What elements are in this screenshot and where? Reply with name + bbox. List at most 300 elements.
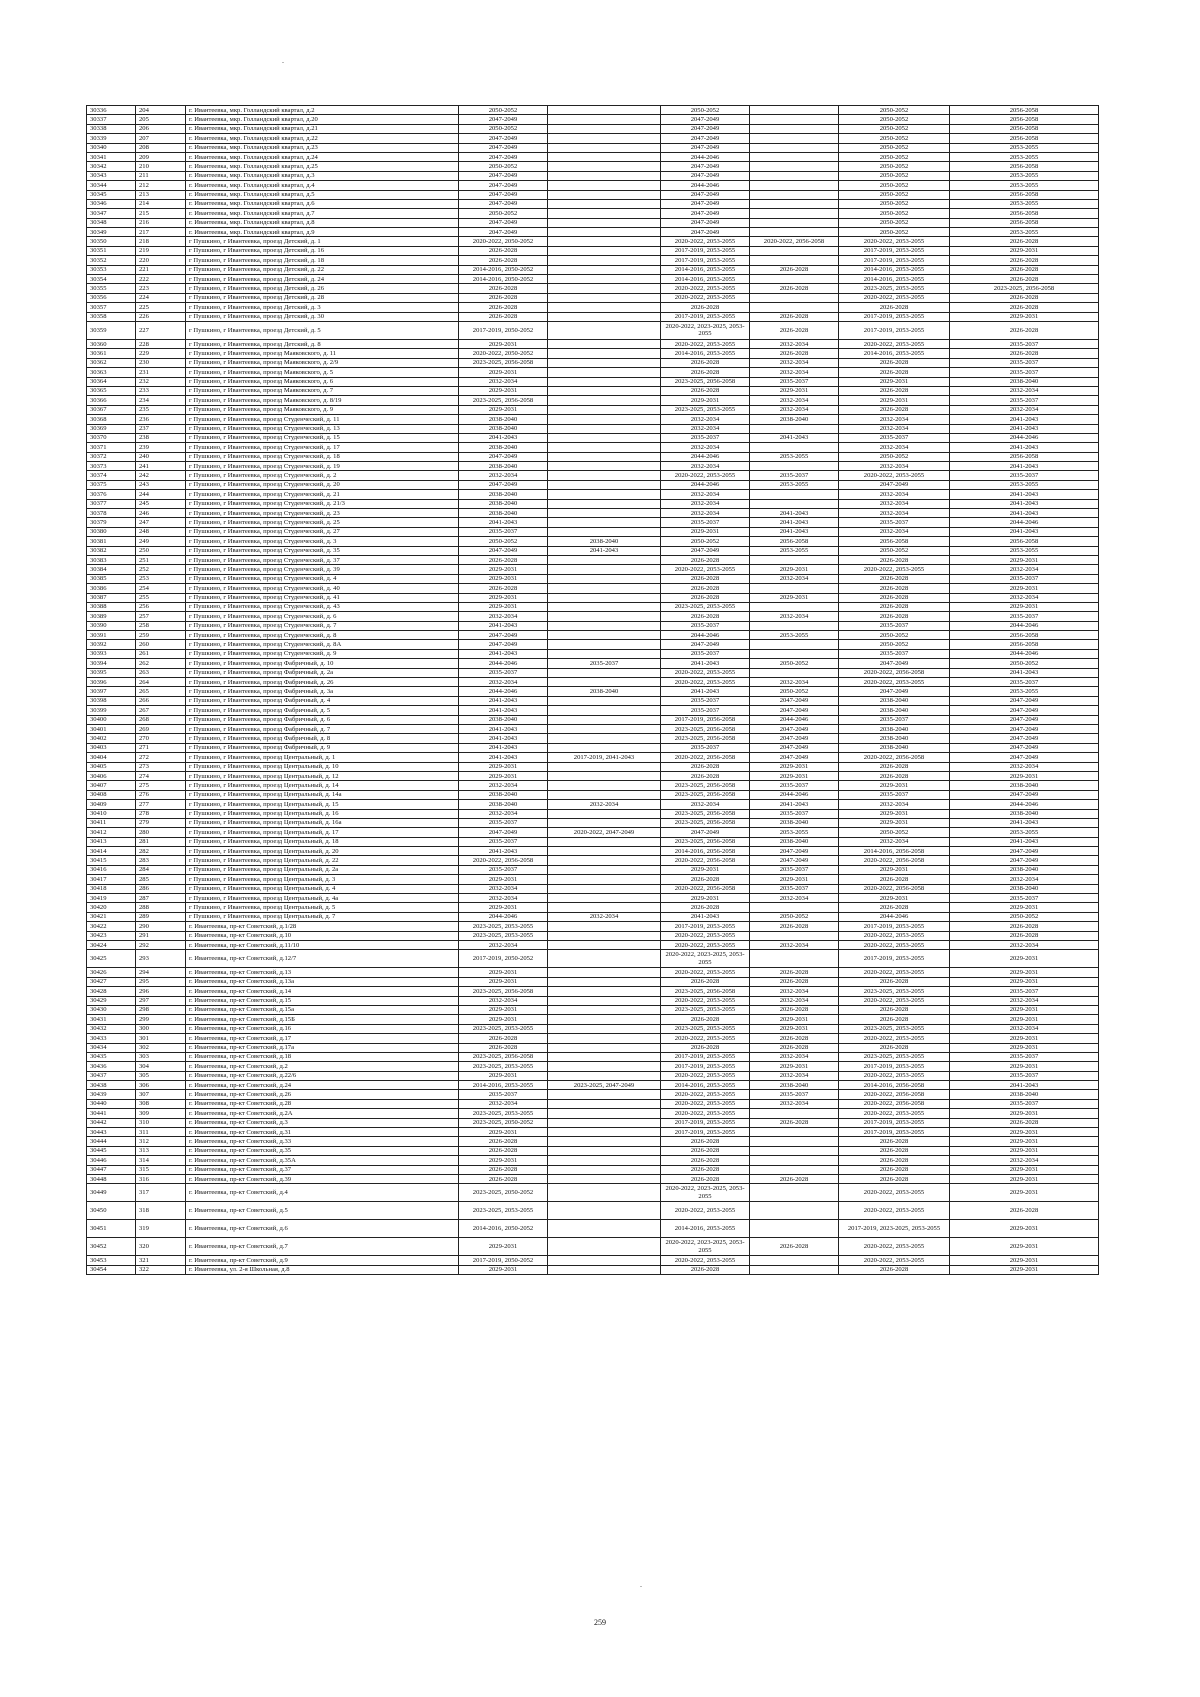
period-cell-2 [548,218,661,227]
period-cell-1: 2041-2043 [459,743,548,752]
table-row [87,462,1099,471]
period-cell-1: 2029-2031 [459,565,548,574]
period-cell-2 [548,518,661,527]
row-number-cell: 281 [136,837,186,846]
record-id-cell: 30416 [87,865,136,874]
period-cell-6: 2044-2046 [950,649,1099,658]
table-row [87,565,1099,574]
row-number-cell: 204 [136,106,186,115]
period-cell-2 [548,134,661,143]
period-cell-3: 2023-2025, 2056-2058 [661,377,750,386]
period-cell-4: 2035-2037 [750,471,839,480]
period-cell-2 [548,875,661,884]
period-cell-1: 2032-2034 [459,612,548,621]
period-cell-6: 2050-2052 [950,659,1099,668]
table-row [87,1071,1099,1080]
period-cell-4 [750,199,839,208]
period-cell-1: 2047-2049 [459,452,548,461]
table-row [87,593,1099,602]
period-cell-2 [548,181,661,190]
period-cell-2 [548,106,661,115]
address-cell: г Пушкино, г Ивантеевка, проезд Студенческий, д. 8 [186,631,459,640]
period-cell-2 [548,771,661,780]
address-cell: г. Ивантеевка, пр-кт Советский, д.13 [186,968,459,977]
period-cell-1: 2029-2031 [459,602,548,611]
period-cell-1: 2023-2025, 2053-2055 [459,1109,548,1118]
period-cell-6: 2053-2055 [950,152,1099,161]
period-cell-5: 2020-2022, 2053-2055 [839,1071,950,1080]
table-row [87,931,1099,940]
record-id-cell: 30386 [87,584,136,593]
period-cell-2 [548,1109,661,1118]
record-id-cell: 30350 [87,237,136,246]
period-cell-2 [548,649,661,658]
period-cell-5: 2017-2019, 2053-2055 [839,950,950,968]
table-row [87,1165,1099,1174]
table-row [87,1024,1099,1033]
address-cell: г. Ивантеевка, пр-кт Советский, д.35 [186,1146,459,1155]
table-row [87,237,1099,246]
period-cell-5: 2029-2031 [839,781,950,790]
period-cell-3: 2023-2025, 2053-2055 [661,602,750,611]
record-id-cell: 30336 [87,106,136,115]
period-cell-3: 2020-2022, 2053-2055 [661,668,750,677]
row-number-cell: 297 [136,996,186,1005]
period-cell-3: 2050-2052 [661,537,750,546]
period-cell-2 [548,818,661,827]
table-row [87,284,1099,293]
record-id-cell: 30389 [87,612,136,621]
period-cell-2 [548,405,661,414]
period-cell-2 [548,1090,661,1099]
period-cell-2 [548,209,661,218]
period-cell-1: 2032-2034 [459,377,548,386]
period-cell-5: 2026-2028 [839,903,950,912]
period-cell-5: 2020-2022, 2056-2058 [839,753,950,762]
table-row [87,443,1099,452]
period-cell-1: 2026-2028 [459,246,548,255]
row-number-cell: 256 [136,602,186,611]
record-id-cell: 30351 [87,246,136,255]
period-cell-6: 2041-2043 [950,509,1099,518]
period-cell-5: 2029-2031 [839,865,950,874]
record-id-cell: 30398 [87,696,136,705]
address-cell: г Пушкино, г Ивантеевка, проезд Центральный, д. 14а [186,790,459,799]
period-cell-3: 2047-2049 [661,199,750,208]
period-cell-4: 2035-2037 [750,781,839,790]
period-cell-3: 2044-2046 [661,452,750,461]
period-cell-2 [548,368,661,377]
period-cell-2 [548,424,661,433]
address-cell: г. Ивантеевка, пр-кт Советский, д.11/10 [186,940,459,949]
period-cell-1: 2032-2034 [459,678,548,687]
address-cell: г Пушкино, г Ивантеевка, проезд Студенческий, д. 15 [186,433,459,442]
period-cell-4 [750,1146,839,1155]
period-cell-3: 2026-2028 [661,771,750,780]
address-cell: г. Ивантеевка, пр-кт Советский, д.3 [186,1118,459,1127]
record-id-cell: 30379 [87,518,136,527]
table-row [87,1109,1099,1118]
row-number-cell: 206 [136,124,186,133]
address-cell: г. Ивантеевка, пр-кт Советский, д.2 [186,1062,459,1071]
period-cell-1: 2041-2043 [459,706,548,715]
record-id-cell: 30434 [87,1043,136,1052]
table-row [87,1220,1099,1238]
period-cell-6: 2056-2058 [950,134,1099,143]
address-cell: г Пушкино, г Ивантеевка, проезд Центральный, д. 18 [186,837,459,846]
period-cell-4: 2056-2058 [750,537,839,546]
period-cell-6: 2041-2043 [950,668,1099,677]
table-row [87,725,1099,734]
period-cell-5: 2050-2052 [839,190,950,199]
row-number-cell: 228 [136,339,186,348]
period-cell-2 [548,115,661,124]
address-cell: г Пушкино, г Ивантеевка, проезд Студенческий, д. 2 [186,471,459,480]
table-row [87,762,1099,771]
row-number-cell: 222 [136,275,186,284]
table-row [87,1256,1099,1265]
record-id-cell: 30447 [87,1165,136,1174]
period-cell-6: 2053-2055 [950,687,1099,696]
period-cell-4 [750,499,839,508]
period-cell-3: 2023-2025, 2053-2055 [661,405,750,414]
row-number-cell: 298 [136,1005,186,1014]
period-cell-1: 2029-2031 [459,405,548,414]
table-row [87,509,1099,518]
period-cell-6: 2047-2049 [950,734,1099,743]
period-cell-1: 2020-2022, 2050-2052 [459,349,548,358]
period-cell-6: 2041-2043 [950,527,1099,536]
period-cell-4: 2026-2028 [750,1118,839,1127]
row-number-cell: 260 [136,640,186,649]
period-cell-4: 2047-2049 [750,725,839,734]
table-row [87,894,1099,903]
address-cell: г Пушкино, г Ивантеевка, проезд Студенческий, д. 6 [186,612,459,621]
period-cell-2 [548,837,661,846]
record-id-cell: 30352 [87,256,136,265]
table-row [87,518,1099,527]
period-cell-3: 2017-2019, 2053-2055 [661,1052,750,1061]
record-id-cell: 30384 [87,565,136,574]
period-cell-2 [548,621,661,630]
table-row [87,265,1099,274]
table-row [87,1099,1099,1108]
period-cell-3: 2032-2034 [661,415,750,424]
period-cell-4: 2038-2040 [750,818,839,827]
record-id-cell: 30377 [87,499,136,508]
period-cell-3: 2026-2028 [661,1156,750,1165]
period-cell-1: 2038-2040 [459,800,548,809]
period-cell-1: 2026-2028 [459,256,548,265]
period-cell-2 [548,275,661,284]
table-row [87,312,1099,321]
table-row [87,987,1099,996]
table-row [87,480,1099,489]
period-cell-3: 2026-2028 [661,1043,750,1052]
row-number-cell: 280 [136,828,186,837]
period-cell-3: 2029-2031 [661,865,750,874]
period-cell-2: 2041-2043 [548,546,661,555]
period-cell-1: 2050-2052 [459,162,548,171]
period-cell-1: 2026-2028 [459,1137,548,1146]
address-cell: г. Ивантеевка, ул. 2-я Школьная, д.8 [186,1265,459,1274]
period-cell-3: 2026-2028 [661,1265,750,1274]
table-row [87,452,1099,461]
record-id-cell: 30372 [87,452,136,461]
period-cell-1: 2041-2043 [459,696,548,705]
period-cell-2 [548,903,661,912]
table-row [87,386,1099,395]
period-cell-6: 2044-2046 [950,518,1099,527]
address-cell: г Пушкино, г Ивантеевка, проезд Студенческий, д. 20 [186,480,459,489]
record-id-cell: 30370 [87,433,136,442]
period-cell-1: 2026-2028 [459,584,548,593]
period-cell-4: 2035-2037 [750,377,839,386]
period-cell-3: 2047-2049 [661,218,750,227]
period-cell-1: 2023-2025, 2053-2055 [459,922,548,931]
row-number-cell: 304 [136,1062,186,1071]
record-id-cell: 30452 [87,1238,136,1256]
period-cell-2 [548,1202,661,1220]
period-cell-6: 2035-2037 [950,358,1099,367]
period-cell-2 [548,602,661,611]
record-id-cell: 30409 [87,800,136,809]
record-id-cell: 30454 [87,1265,136,1274]
period-cell-6: 2056-2058 [950,631,1099,640]
period-cell-6: 2032-2034 [950,996,1099,1005]
period-cell-4: 2041-2043 [750,800,839,809]
period-cell-6: 2053-2055 [950,546,1099,555]
period-cell-1: 2047-2049 [459,115,548,124]
period-cell-6: 2047-2049 [950,753,1099,762]
period-cell-4: 2047-2049 [750,743,839,752]
period-cell-1: 2047-2049 [459,190,548,199]
period-cell-3: 2017-2019, 2053-2055 [661,246,750,255]
period-cell-5: 2026-2028 [839,602,950,611]
record-id-cell: 30353 [87,265,136,274]
period-cell-1: 2020-2022, 2050-2052 [459,237,548,246]
period-cell-4 [750,1256,839,1265]
period-cell-4 [750,181,839,190]
period-cell-2 [548,743,661,752]
period-cell-1: 2029-2031 [459,903,548,912]
table-row [87,584,1099,593]
period-cell-4: 2032-2034 [750,405,839,414]
table-row [87,753,1099,762]
table-body [87,106,1099,1275]
record-id-cell: 30371 [87,443,136,452]
address-cell: г Пушкино, г Ивантеевка, проезд Детский, д. 28 [186,293,459,302]
period-cell-2 [548,312,661,321]
table-row [87,106,1099,115]
period-cell-5: 2050-2052 [839,640,950,649]
row-number-cell: 259 [136,631,186,640]
period-cell-4: 2032-2034 [750,996,839,1005]
period-cell-4 [750,106,839,115]
period-cell-1: 2050-2052 [459,106,548,115]
period-cell-5: 2026-2028 [839,368,950,377]
period-cell-4: 2032-2034 [750,368,839,377]
address-cell: г Пушкино, г Ивантеевка, проезд Фабричный, д. 10 [186,659,459,668]
period-cell-3: 2032-2034 [661,499,750,508]
row-number-cell: 257 [136,612,186,621]
record-id-cell: 30415 [87,856,136,865]
period-cell-1: 2041-2043 [459,725,548,734]
period-cell-1: 2029-2031 [459,1128,548,1137]
period-cell-5: 2047-2049 [839,480,950,489]
period-cell-4 [750,1184,839,1202]
period-cell-4: 2029-2031 [750,593,839,602]
address-cell: г. Ивантеевка, пр-кт Советский, д.4 [186,1184,459,1202]
table-row [87,377,1099,386]
period-cell-6: 2047-2049 [950,706,1099,715]
table-row [87,847,1099,856]
period-cell-6: 2041-2043 [950,424,1099,433]
record-id-cell: 30381 [87,537,136,546]
period-cell-5: 2026-2028 [839,1156,950,1165]
period-cell-4: 2047-2049 [750,696,839,705]
record-id-cell: 30445 [87,1146,136,1155]
period-cell-3: 2020-2022, 2023-2025, 2053-2055 [661,321,750,339]
period-cell-6: 2047-2049 [950,847,1099,856]
table-row [87,256,1099,265]
period-cell-4: 2050-2052 [750,912,839,921]
record-id-cell: 30443 [87,1128,136,1137]
period-cell-2 [548,462,661,471]
address-cell: г. Ивантеевка, мкр. Голландский квартал, д.9 [186,228,459,237]
period-cell-3: 2047-2049 [661,209,750,218]
period-cell-4 [750,218,839,227]
address-cell: г Пушкино, г Ивантеевка, проезд Центральный, д. 16а [186,818,459,827]
period-cell-1: 2029-2031 [459,968,548,977]
period-cell-1: 2032-2034 [459,940,548,949]
record-id-cell: 30358 [87,312,136,321]
table-row [87,1062,1099,1071]
address-cell: г Пушкино, г Ивантеевка, проезд Студенческий, д. 17 [186,443,459,452]
period-cell-4 [750,462,839,471]
row-number-cell: 261 [136,649,186,658]
period-cell-2 [548,1005,661,1014]
period-cell-1: 2047-2049 [459,171,548,180]
period-cell-5: 2014-2016, 2053-2055 [839,349,950,358]
period-cell-6: 2035-2037 [950,1052,1099,1061]
period-cell-6: 2056-2058 [950,452,1099,461]
table-row [87,687,1099,696]
period-cell-5: 2017-2019, 2053-2055 [839,256,950,265]
period-cell-4: 2050-2052 [750,687,839,696]
period-cell-5: 2038-2040 [839,696,950,705]
period-cell-6: 2053-2055 [950,199,1099,208]
period-cell-6: 2041-2043 [950,443,1099,452]
period-cell-1: 2047-2049 [459,199,548,208]
address-cell: г Пушкино, г Ивантеевка, проезд Студенческий, д. 39 [186,565,459,574]
address-cell: г. Ивантеевка, мкр. Голландский квартал, д.24 [186,152,459,161]
table-row [87,1137,1099,1146]
period-cell-4 [750,171,839,180]
address-cell: г. Ивантеевка, мкр. Голландский квартал, д.22 [186,134,459,143]
record-id-cell: 30410 [87,809,136,818]
record-id-cell: 30405 [87,762,136,771]
period-cell-3: 2026-2028 [661,303,750,312]
period-cell-1: 2041-2043 [459,847,548,856]
table-row [87,912,1099,921]
period-cell-4: 2026-2028 [750,1174,839,1183]
period-cell-1: 2029-2031 [459,977,548,986]
record-id-cell: 30423 [87,931,136,940]
period-cell-2 [548,349,661,358]
address-cell: г. Ивантеевка, пр-кт Советский, д.18 [186,1052,459,1061]
period-cell-4: 2035-2037 [750,884,839,893]
record-id-cell: 30380 [87,527,136,536]
period-cell-6: 2029-2031 [950,1043,1099,1052]
period-cell-1: 2032-2034 [459,996,548,1005]
table-row [87,471,1099,480]
period-cell-2 [548,1062,661,1071]
record-id-cell: 30427 [87,977,136,986]
address-cell: г. Ивантеевка, пр-кт Советский, д.7 [186,1238,459,1256]
row-number-cell: 318 [136,1202,186,1220]
record-id-cell: 30341 [87,152,136,161]
period-cell-1: 2023-2025, 2053-2055 [459,1024,548,1033]
period-cell-5: 2017-2019, 2053-2055 [839,246,950,255]
period-cell-4: 2026-2028 [750,312,839,321]
address-cell: г Пушкино, г Ивантеевка, проезд Студенческий, д. 8А [186,640,459,649]
address-cell: г Пушкино, г Ивантеевка, проезд Детский, д. 5 [186,321,459,339]
record-id-cell: 30448 [87,1174,136,1183]
address-cell: г. Ивантеевка, пр-кт Советский, д.14 [186,987,459,996]
address-cell: г Пушкино, г Ивантеевка, проезд Детский, д. 16 [186,246,459,255]
table-row [87,339,1099,348]
table-row [87,640,1099,649]
period-cell-1: 2017-2019, 2050-2052 [459,1256,548,1265]
period-cell-1: 2038-2040 [459,415,548,424]
row-number-cell: 254 [136,584,186,593]
record-id-cell: 30430 [87,1005,136,1014]
period-cell-2 [548,415,661,424]
period-cell-1: 2038-2040 [459,509,548,518]
address-cell: г Пушкино, г Ивантеевка, проезд Центральный, д. 5 [186,903,459,912]
period-cell-4: 2038-2040 [750,837,839,846]
period-cell-2 [548,790,661,799]
address-cell: г Пушкино, г Ивантеевка, проезд Студенческий, д. 19 [186,462,459,471]
period-cell-4 [750,152,839,161]
address-cell: г Пушкино, г Ивантеевка, проезд Студенческий, д. 27 [186,527,459,536]
row-number-cell: 221 [136,265,186,274]
period-cell-4: 2047-2049 [750,753,839,762]
table-row [87,1202,1099,1220]
period-cell-2 [548,865,661,874]
period-cell-1: 2014-2016, 2053-2055 [459,1081,548,1090]
period-cell-3: 2047-2049 [661,546,750,555]
row-number-cell: 264 [136,678,186,687]
record-id-cell: 30420 [87,903,136,912]
record-id-cell: 30403 [87,743,136,752]
period-cell-5: 2023-2025, 2053-2055 [839,987,950,996]
table-row [87,1043,1099,1052]
period-cell-3: 2017-2019, 2053-2055 [661,1062,750,1071]
period-cell-4: 2035-2037 [750,1090,839,1099]
period-cell-4 [750,134,839,143]
row-number-cell: 242 [136,471,186,480]
period-cell-1: 2029-2031 [459,593,548,602]
period-cell-2 [548,1071,661,1080]
record-id-cell: 30428 [87,987,136,996]
table-row [87,678,1099,687]
period-cell-6: 2026-2028 [950,321,1099,339]
period-cell-6: 2056-2058 [950,115,1099,124]
period-cell-1: 2047-2049 [459,134,548,143]
row-number-cell: 287 [136,894,186,903]
